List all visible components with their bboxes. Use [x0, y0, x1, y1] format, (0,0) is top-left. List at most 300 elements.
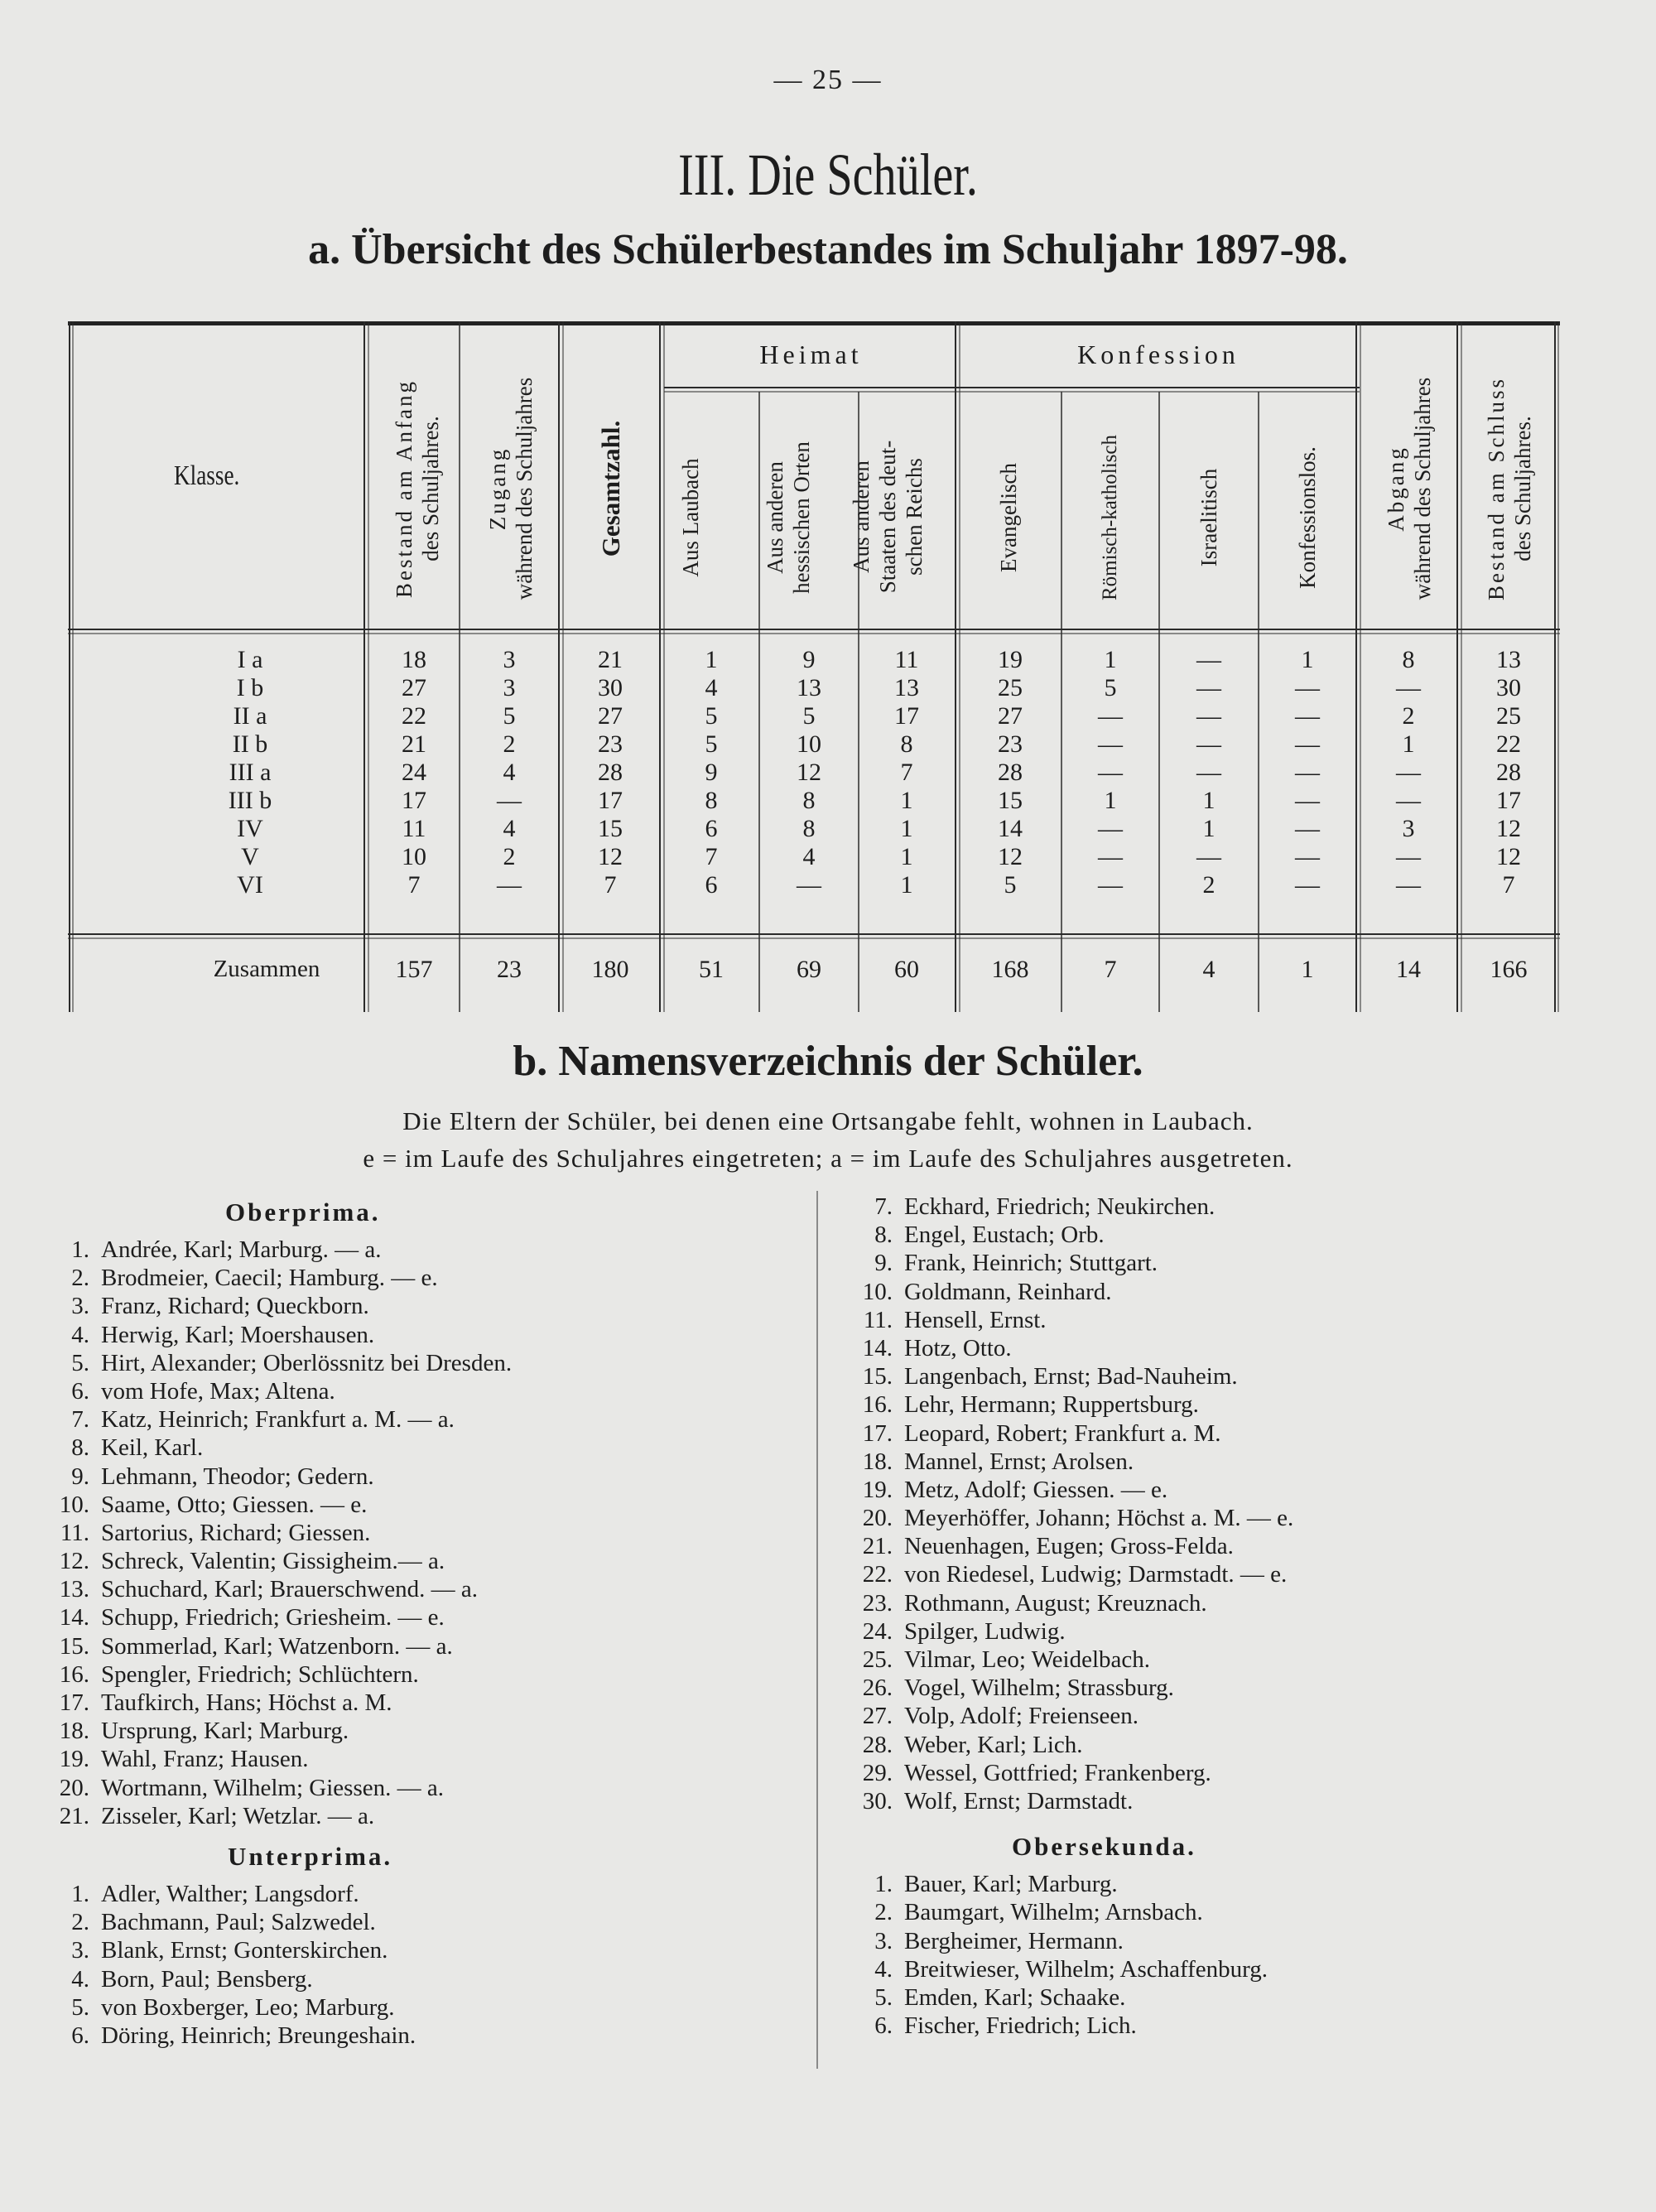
table-cell: 22 [1496, 730, 1521, 758]
list-item [853, 1759, 1615, 1787]
list-item-text: Lehmann, Theodor; Gedern. [101, 1463, 374, 1490]
list-item [50, 1349, 795, 1377]
list-item-text: Volp, Adolf; Freienseen. [904, 1703, 1138, 1730]
header-hessisch [759, 402, 817, 634]
list-item-number: 15. [59, 1632, 89, 1660]
table-cell: 7 [407, 871, 421, 899]
list-item [50, 1463, 795, 1491]
list-item-number: 4. [71, 1965, 89, 1993]
list-item-number: 4. [874, 1955, 893, 1983]
list-item-text: Herwig, Karl; Moershausen. [101, 1321, 375, 1348]
list-item [50, 1547, 795, 1575]
list-item-text: Ursprung, Karl; Marburg. [101, 1718, 349, 1745]
table-cell: 5 [503, 702, 516, 730]
table-cell: 13 [894, 674, 919, 701]
column-divider [816, 1191, 818, 2069]
list-item [853, 1731, 1615, 1759]
table-cell: 19 [998, 646, 1023, 673]
table-cell: — [1098, 815, 1123, 842]
total-cell: 14 [1396, 956, 1421, 983]
list-item-number: 27. [862, 1703, 893, 1730]
list-item [853, 1617, 1615, 1646]
list-item-text: Emden, Karl; Schaake. [904, 1983, 1126, 2011]
student-statistics-table [68, 321, 1560, 1012]
list-item-number: 13. [59, 1576, 89, 1603]
total-cell: 4 [1202, 956, 1216, 983]
list-item-text: Hotz, Otto. [904, 1334, 1012, 1361]
list-item-text: Weber, Karl; Lich. [904, 1731, 1083, 1758]
table-cell: 5 [705, 730, 718, 758]
table-cell: — [1295, 815, 1320, 842]
list-item [50, 1660, 795, 1689]
table-cell: 2 [503, 730, 516, 758]
table-cell: 1 [1202, 815, 1216, 842]
table-cell: — [1396, 674, 1421, 701]
table-cell: 25 [998, 674, 1023, 701]
list-item [50, 1603, 795, 1631]
list-item [853, 1870, 1615, 1898]
list-item-text: Schupp, Friedrich; Griesheim. — e. [101, 1604, 445, 1631]
list-item-text: Schuchard, Karl; Brauerschwend. — a. [101, 1576, 478, 1603]
table-cell: — [1196, 674, 1221, 701]
unterprima-list-right [853, 1193, 1615, 1815]
header-bestand-anfang [388, 352, 446, 625]
list-title: b. Namensverzeichnis der Schüler. [513, 1038, 1143, 1085]
table-cell: — [1196, 730, 1221, 758]
list-item [50, 2022, 795, 2050]
row-klasse: VI [237, 871, 263, 899]
top-rule [68, 321, 1560, 325]
list-item-number: 9. [874, 1250, 893, 1277]
unterprima-list-left [50, 1880, 795, 2050]
table-cell: 1 [1402, 730, 1415, 758]
header-zugang [482, 352, 540, 625]
list-item [853, 1278, 1615, 1306]
table-cell: — [1098, 702, 1123, 730]
table-cell: 25 [1496, 702, 1521, 730]
obersekunda-list [853, 1870, 1615, 2040]
list-item-text: Lehr, Hermann; Ruppertsburg. [904, 1391, 1199, 1419]
list-item [853, 1476, 1615, 1504]
oberprima-list [50, 1236, 795, 1830]
list-item-text: Sartorius, Richard; Giessen. [101, 1519, 371, 1546]
table-cell: — [1098, 871, 1123, 899]
list-item-number: 18. [862, 1448, 893, 1475]
list-item-number: 8. [71, 1434, 89, 1462]
table-cell: 4 [802, 843, 816, 870]
list-item-text: Schreck, Valentin; Gissigheim.— a. [101, 1548, 445, 1575]
list-item-text: Baumgart, Wilhelm; Arnsbach. [904, 1899, 1203, 1926]
table-cell: 2 [1202, 871, 1216, 899]
list-item [50, 1405, 795, 1434]
table-cell: 5 [1004, 871, 1017, 899]
table-cell: 6 [705, 815, 718, 842]
list-item-number: 8. [874, 1222, 893, 1249]
list-item-number: 28. [862, 1731, 893, 1758]
table-cell: 27 [998, 702, 1023, 730]
table-cell: — [497, 787, 522, 814]
list-item-text: Döring, Heinrich; Breungeshain. [101, 2022, 416, 2049]
list-item [853, 1983, 1615, 2012]
table-cell: 3 [503, 646, 516, 673]
list-item [853, 1927, 1615, 1955]
table-cell: 1 [1301, 646, 1314, 673]
list-item [853, 1646, 1615, 1674]
list-item [853, 1334, 1615, 1362]
list-item [50, 1264, 795, 1292]
list-item [50, 1774, 795, 1802]
table-cell: 11 [402, 815, 426, 842]
unterprima-title: Unterprima. [228, 1841, 393, 1871]
table-cell: 10 [402, 843, 426, 870]
list-item-text: Wessel, Gottfried; Frankenberg. [904, 1759, 1211, 1786]
table-cell: — [1295, 843, 1320, 870]
list-item-text: Bergheimer, Hermann. [904, 1927, 1124, 1954]
header-katholisch [1081, 402, 1139, 634]
list-item-number: 16. [59, 1660, 89, 1688]
list-item-text: Mannel, Ernst; Arolsen. [904, 1448, 1134, 1475]
header-konfession: Konfession [1077, 340, 1240, 369]
list-item-number: 3. [71, 1937, 89, 1964]
table-cell: 2 [503, 843, 516, 870]
list-item-text: Taufkirch, Hans; Höchst a. M. [101, 1689, 392, 1716]
total-cell: 60 [894, 956, 919, 983]
table-cell: 24 [402, 759, 426, 786]
list-item [50, 1745, 795, 1773]
table-cell: — [797, 871, 821, 899]
list-item-text: Vilmar, Leo; Weidelbach. [904, 1646, 1151, 1673]
list-item [50, 1993, 795, 2022]
list-item-number: 23. [862, 1589, 893, 1617]
total-cell: 168 [991, 956, 1029, 983]
table-cell: 28 [998, 759, 1023, 786]
list-item-number: 30. [862, 1787, 893, 1814]
list-item-text: Adler, Walther; Langsdorf. [101, 1880, 359, 1907]
total-cell: 23 [497, 956, 522, 983]
list-item-number: 3. [71, 1293, 89, 1320]
list-item-number: 12. [59, 1548, 89, 1575]
header-israelitisch-line1: Israelitisch [1196, 468, 1221, 567]
table-cell: 1 [705, 646, 718, 673]
list-item [50, 1292, 795, 1320]
table-cell: — [1196, 759, 1221, 786]
list-item-text: Bachmann, Paul; Salzwedel. [101, 1909, 376, 1936]
oberprima-title: Oberprima. [225, 1198, 381, 1226]
header-bestand-schluss [1480, 352, 1538, 625]
list-item-text: Langenbach, Ernst; Bad-Nauheim. [904, 1363, 1238, 1390]
list-item-number: 21. [862, 1533, 893, 1560]
obersekunda-title: Obersekunda. [1012, 1832, 1196, 1862]
total-cell: 180 [591, 956, 629, 983]
list-item [853, 1249, 1615, 1277]
list-item-text: Saame, Otto; Giessen. — e. [101, 1491, 368, 1518]
list-item [853, 1955, 1615, 1983]
table-cell: 23 [598, 730, 623, 758]
total-klasse: Zusammen [213, 956, 320, 982]
total-cell: 51 [699, 956, 724, 983]
list-item-text: Bauer, Karl; Marburg. [904, 1871, 1118, 1898]
list-item-text: Born, Paul; Bensberg. [101, 1965, 313, 1993]
list-item [50, 1377, 795, 1405]
list-item-number: 7. [71, 1406, 89, 1434]
list-item-text: Hirt, Alexander; Oberlössnitz bei Dresden. [101, 1349, 513, 1376]
header-bestand-schluss-line1: Bestand am Schluss [1484, 377, 1509, 600]
list-item [853, 1306, 1615, 1334]
table-cell: 1 [900, 815, 913, 842]
table-cell: 8 [802, 815, 816, 842]
table-cell: 3 [1402, 815, 1415, 842]
table-cell: — [1396, 871, 1421, 899]
table-cell: — [1098, 759, 1123, 786]
table-cell: 21 [598, 646, 623, 673]
list-item-number: 29. [862, 1759, 893, 1786]
list-item [853, 1362, 1615, 1390]
table-cell: 8 [900, 730, 913, 758]
table-cell: — [1396, 759, 1421, 786]
list-item-number: 3. [874, 1927, 893, 1954]
header-heimat: Heimat [759, 340, 863, 369]
header-gesamtzahl [582, 352, 640, 625]
list-item [50, 1321, 795, 1349]
table-cell: — [1396, 787, 1421, 814]
total-cell: 69 [797, 956, 821, 983]
table-cell: 13 [1496, 646, 1521, 673]
table-cell: 23 [998, 730, 1023, 758]
header-konfessionslos-line1: Konfessionslos. [1295, 446, 1320, 589]
list-item [853, 1221, 1615, 1249]
right-column [853, 1193, 1615, 2040]
table-cell: 3 [503, 674, 516, 701]
table-cell: 1 [1104, 646, 1117, 673]
list-item-number: 5. [71, 1349, 89, 1376]
table-cell: 17 [598, 787, 623, 814]
table-cell: 17 [402, 787, 426, 814]
list-item-text: Engel, Eustach; Orb. [904, 1222, 1105, 1249]
list-item-number: 6. [71, 1377, 89, 1405]
header-abgang-line2: während des Schuljahres [1410, 377, 1435, 600]
header-zugang-line2: während des Schuljahres [512, 377, 537, 600]
header-laubach-line1: Aus Laubach [678, 458, 703, 577]
table-cell: 17 [894, 702, 919, 730]
table-cell: 6 [705, 871, 718, 899]
row-klasse: III a [229, 759, 272, 786]
list-item-number: 2. [874, 1899, 893, 1926]
table-cell: — [1295, 674, 1320, 701]
table-cell: 30 [1496, 674, 1521, 701]
list-item [853, 1898, 1615, 1926]
table-cell: — [1295, 787, 1320, 814]
table-subtitle: a. Übersicht des Schülerbestandes im Schuljahr 1897-98. [308, 226, 1348, 273]
header-deutsch-line3: schen Reichs [902, 458, 927, 576]
list-item-number: 24. [862, 1617, 893, 1645]
row-klasse: II a [233, 702, 267, 730]
list-item-number: 4. [71, 1321, 89, 1348]
header-abgang-line1: Abgang [1384, 446, 1408, 532]
header-katholisch-line1: Römisch-katholisch [1099, 435, 1121, 600]
table-cell: 18 [402, 646, 426, 673]
list-item-number: 1. [874, 1871, 893, 1898]
list-item-text: Blank, Ernst; Gonterskirchen. [101, 1937, 388, 1964]
list-item [853, 1560, 1615, 1588]
list-item-text: Breitwieser, Wilhelm; Aschaffenburg. [904, 1955, 1268, 1983]
total-cell: 7 [1104, 956, 1117, 983]
table-cell: 1 [900, 787, 913, 814]
list-item-text: Brodmeier, Caecil; Hamburg. — e. [101, 1265, 438, 1292]
row-klasse: I a [237, 646, 263, 673]
list-item-number: 17. [59, 1689, 89, 1716]
list-item-text: vom Hofe, Max; Altena. [101, 1377, 335, 1405]
table-cell: 8 [1402, 646, 1415, 673]
table-cell: 7 [1502, 871, 1515, 899]
header-klasse: Klasse. [174, 460, 240, 491]
list-item-text: Wahl, Franz; Hausen. [101, 1746, 309, 1773]
list-item-number: 10. [59, 1491, 89, 1518]
row-klasse: II b [232, 730, 268, 758]
table-cell: — [497, 871, 522, 899]
list-item-number: 1. [71, 1880, 89, 1907]
header-hessisch-line2: hessischen Orten [789, 441, 814, 594]
list-item-number: 20. [862, 1505, 893, 1532]
page-number: — 25 — [773, 65, 883, 95]
header-bestand-anfang-line1: Bestand am Anfang [392, 379, 416, 598]
table-cell: 4 [503, 759, 516, 786]
list-item-number: 16. [862, 1391, 893, 1419]
table-cell: 5 [802, 702, 816, 730]
table-cell: 5 [1104, 674, 1117, 701]
list-item-number: 6. [71, 2022, 89, 2049]
table-cell: 28 [598, 759, 623, 786]
list-item [853, 2012, 1615, 2040]
table-cell: — [1295, 759, 1320, 786]
table-cell: — [1295, 871, 1320, 899]
header-gesamtzahl-line1: Gesamtzahl. [596, 420, 625, 557]
list-item [50, 1236, 795, 1264]
list-item-number: 14. [59, 1604, 89, 1631]
note-locality: Die Eltern der Schüler, bei denen eine Ortsangabe fehlt, wohnen in Laubach. [402, 1106, 1254, 1135]
header-evangelisch [980, 402, 1037, 634]
table-cell: 14 [998, 815, 1023, 842]
list-item-text: Franz, Richard; Queckborn. [101, 1293, 369, 1320]
list-item [50, 1717, 795, 1745]
table-cell: — [1098, 843, 1123, 870]
list-item-number: 26. [862, 1675, 893, 1702]
table-cell: 8 [802, 787, 816, 814]
section-title: III. Die Schüler. [678, 142, 978, 208]
list-item [853, 1674, 1615, 1702]
table-cell: 15 [598, 815, 623, 842]
list-item-text: Spengler, Friedrich; Schlüchtern. [101, 1660, 419, 1688]
total-cell: 166 [1490, 956, 1528, 983]
table-cell: — [1396, 843, 1421, 870]
table-cell: — [1196, 646, 1221, 673]
table-cell: 13 [797, 674, 821, 701]
header-bestand-anfang-line2: des Schuljahres. [418, 416, 443, 561]
table-cell: 4 [705, 674, 718, 701]
header-zugang-line1: Zugang [485, 446, 510, 531]
list-item [50, 1519, 795, 1547]
table-cell: 1 [1202, 787, 1216, 814]
table-cell: 5 [705, 702, 718, 730]
list-item-number: 14. [862, 1334, 893, 1361]
table-cell: 17 [1496, 787, 1521, 814]
list-item-number: 5. [874, 1983, 893, 2011]
table-cell: — [1295, 730, 1320, 758]
list-item [50, 1434, 795, 1462]
list-item-number: 5. [71, 1993, 89, 2021]
list-item-text: Katz, Heinrich; Frankfurt a. M. — a. [101, 1406, 455, 1434]
list-item-text: Andrée, Karl; Marburg. — a. [101, 1236, 382, 1263]
table-cell: 1 [900, 871, 913, 899]
list-item-text: Metz, Adolf; Giessen. — e. [904, 1476, 1168, 1503]
list-item [853, 1504, 1615, 1532]
list-item-text: Fischer, Friedrich; Lich. [904, 2012, 1137, 2040]
list-item-text: Wortmann, Wilhelm; Giessen. — a. [101, 1774, 444, 1801]
table-cell: 9 [802, 646, 816, 673]
list-item-number: 10. [862, 1278, 893, 1305]
table-cell: 27 [402, 674, 426, 701]
list-item-number: 11. [60, 1519, 89, 1546]
table-cell: 2 [1402, 702, 1415, 730]
row-klasse: V [241, 843, 259, 870]
table-cell: 1 [1104, 787, 1117, 814]
header-bestand-schluss-line2: des Schuljahres. [1510, 416, 1535, 561]
table-cell: 7 [705, 843, 718, 870]
table-cell: 12 [598, 843, 623, 870]
list-item [50, 1936, 795, 1964]
list-item-text: Hensell, Ernst. [904, 1306, 1047, 1333]
header-abgang [1380, 352, 1438, 625]
list-item-number: 15. [862, 1363, 893, 1390]
table-cell: 27 [598, 702, 623, 730]
table-cell: — [1295, 702, 1320, 730]
list-item [853, 1787, 1615, 1815]
list-item [853, 1532, 1615, 1560]
list-item [50, 1689, 795, 1717]
list-item-number: 20. [59, 1774, 89, 1801]
header-deutsch-line2: Staaten des deut- [875, 440, 900, 594]
list-item-text: Eckhard, Friedrich; Neukirchen. [904, 1193, 1216, 1220]
table-cell: — [1196, 843, 1221, 870]
left-column [50, 1189, 795, 2050]
list-item [853, 1390, 1615, 1419]
list-item [853, 1589, 1615, 1617]
list-item-number: 2. [71, 1909, 89, 1936]
list-item-number: 25. [862, 1646, 893, 1673]
list-item-number: 11. [863, 1306, 893, 1333]
header-konfessionslos [1278, 402, 1336, 634]
list-item-text: Zisseler, Karl; Wetzlar. — a. [101, 1802, 375, 1829]
list-item [50, 1575, 795, 1603]
list-item [50, 1632, 795, 1660]
table-cell: 7 [900, 759, 913, 786]
list-item-text: Vogel, Wilhelm; Strassburg. [904, 1675, 1174, 1702]
table-cell: 8 [705, 787, 718, 814]
total-cell: 157 [395, 956, 433, 983]
table-cell: 12 [1496, 843, 1521, 870]
table-cell: 30 [598, 674, 623, 701]
list-item-text: Wolf, Ernst; Darmstadt. [904, 1787, 1134, 1814]
header-deutsch-line1: Aus anderen [849, 460, 874, 573]
row-klasse: III b [228, 787, 272, 814]
list-item-number: 22. [862, 1561, 893, 1588]
table-cell: 15 [998, 787, 1023, 814]
list-item [853, 1702, 1615, 1730]
list-item [853, 1193, 1615, 1221]
table-cell: 10 [797, 730, 821, 758]
list-item-number: 1. [71, 1236, 89, 1263]
list-item-text: von Boxberger, Leo; Marburg. [101, 1993, 395, 2021]
row-klasse: IV [237, 815, 263, 842]
